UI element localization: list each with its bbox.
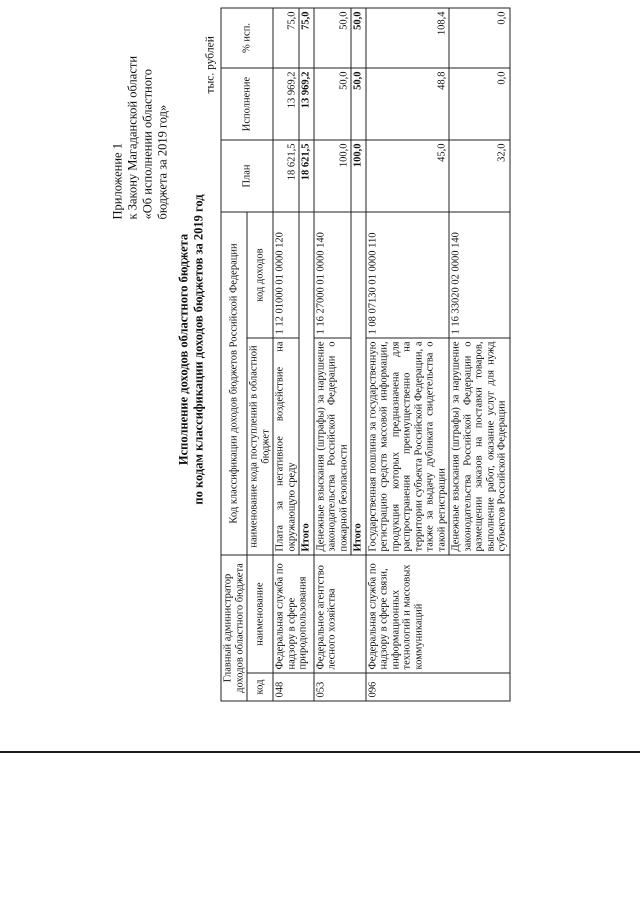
header-plan: План bbox=[221, 140, 273, 212]
total-label: Итого bbox=[351, 212, 366, 555]
admin-code-cell: 048 bbox=[273, 673, 314, 701]
plan-cell: 18 621,5 bbox=[273, 140, 299, 212]
execution-cell: 13 969,2 bbox=[273, 68, 299, 140]
header-execution: Исполнение bbox=[221, 68, 273, 140]
percent-cell: 75,0 bbox=[273, 8, 299, 68]
execution-cell: 50,0 bbox=[314, 68, 352, 140]
revenue-table bbox=[221, 7, 511, 701]
header-admin: Главный администратор доходов областного бюджета bbox=[221, 555, 247, 701]
plan-cell: 45,0 bbox=[366, 140, 450, 212]
rotated-page-content bbox=[1, 0, 508, 740]
appendix-line: бюджета за 2019 год» bbox=[155, 104, 170, 220]
appendix-line: Приложение 1 bbox=[110, 143, 125, 220]
table-row bbox=[314, 8, 352, 701]
total-label: Итого bbox=[299, 212, 314, 555]
admin-code-cell: 096 bbox=[366, 673, 510, 701]
admin-code-cell: 053 bbox=[314, 673, 366, 701]
admin-name-cell: Федеральная служба по надзору в сфере природопользования bbox=[273, 555, 314, 673]
income-name-cell: Денежные взыскания (штрафы) за нарушение законодательства Российской Федерации о пожарной безопасности bbox=[314, 338, 352, 555]
plan-cell: 32,0 bbox=[449, 140, 510, 212]
header-percent: % исп. bbox=[221, 8, 273, 68]
appendix-line: «Об исполнении областного bbox=[140, 68, 155, 220]
income-name-cell: Плата за негативное воздействие на окружающую среду bbox=[273, 338, 299, 555]
income-code-cell: 1 16 27000 01 0000 140 bbox=[314, 212, 352, 338]
appendix-line: к Закону Магаданской области bbox=[125, 55, 140, 220]
total-percent: 50,0 bbox=[351, 8, 366, 68]
total-plan: 18 621,5 bbox=[299, 140, 314, 212]
header-admin-code: код bbox=[247, 673, 273, 701]
units-label: тыс. рублей bbox=[204, 36, 217, 94]
total-execution: 50,0 bbox=[351, 68, 366, 140]
percent-cell: 108,4 bbox=[366, 8, 450, 68]
percent-cell: 50,0 bbox=[314, 8, 352, 68]
title-line: Исполнение доходов областного бюджета bbox=[176, 233, 191, 466]
header-classification: Код классификации доходов бюджетов Российской Федерации bbox=[221, 212, 247, 555]
title-line: по кодам классификации доходов бюджетов за 2019 год bbox=[191, 194, 206, 505]
income-code-cell: 1 12 01000 01 0000 120 bbox=[273, 212, 299, 338]
admin-name-cell: Федеральное агентство лесного хозяйства bbox=[314, 555, 366, 673]
header-admin-name: наименование bbox=[247, 555, 273, 673]
total-execution: 13 969,2 bbox=[299, 68, 314, 140]
income-code-cell: 1 16 33020 02 0000 140 bbox=[449, 212, 510, 338]
income-name-cell: Денежные взыскания (штрафы) за нарушение законодательства Российской Федерации о размещении заказов на поставки товаров, выполнение работ, оказание услуг для нужд субъектов Российской Федерации bbox=[449, 338, 510, 555]
admin-name-cell: Федеральная служба по надзору в сфере связи, информационных технологий и массовых коммуникаций bbox=[366, 555, 510, 673]
income-name-cell: Государственная пошлина за государственную регистрацию средств массовой информации, продукция которых предназначена для распространения преимущественно на территории субъекта Российской Федерации, а также за выдачу дубликата свидетельства о такой регистрации bbox=[366, 338, 450, 555]
appendix-header bbox=[111, 0, 171, 220]
plan-cell: 100,0 bbox=[314, 140, 352, 212]
execution-cell: 0,0 bbox=[449, 68, 510, 140]
header-income-name: наименование кода поступлений в областной бюджет bbox=[247, 338, 273, 555]
table-row bbox=[366, 8, 450, 701]
total-percent: 75,0 bbox=[299, 8, 314, 68]
execution-cell: 48,8 bbox=[366, 68, 450, 140]
total-plan: 100,0 bbox=[351, 140, 366, 212]
page-separator-line bbox=[0, 751, 640, 753]
header-income-code: код доходов bbox=[247, 212, 273, 338]
percent-cell: 0,0 bbox=[449, 8, 510, 68]
income-code-cell: 1 08 07130 01 0000 110 bbox=[366, 212, 450, 338]
document-title bbox=[177, 0, 207, 710]
table-row bbox=[273, 8, 299, 701]
